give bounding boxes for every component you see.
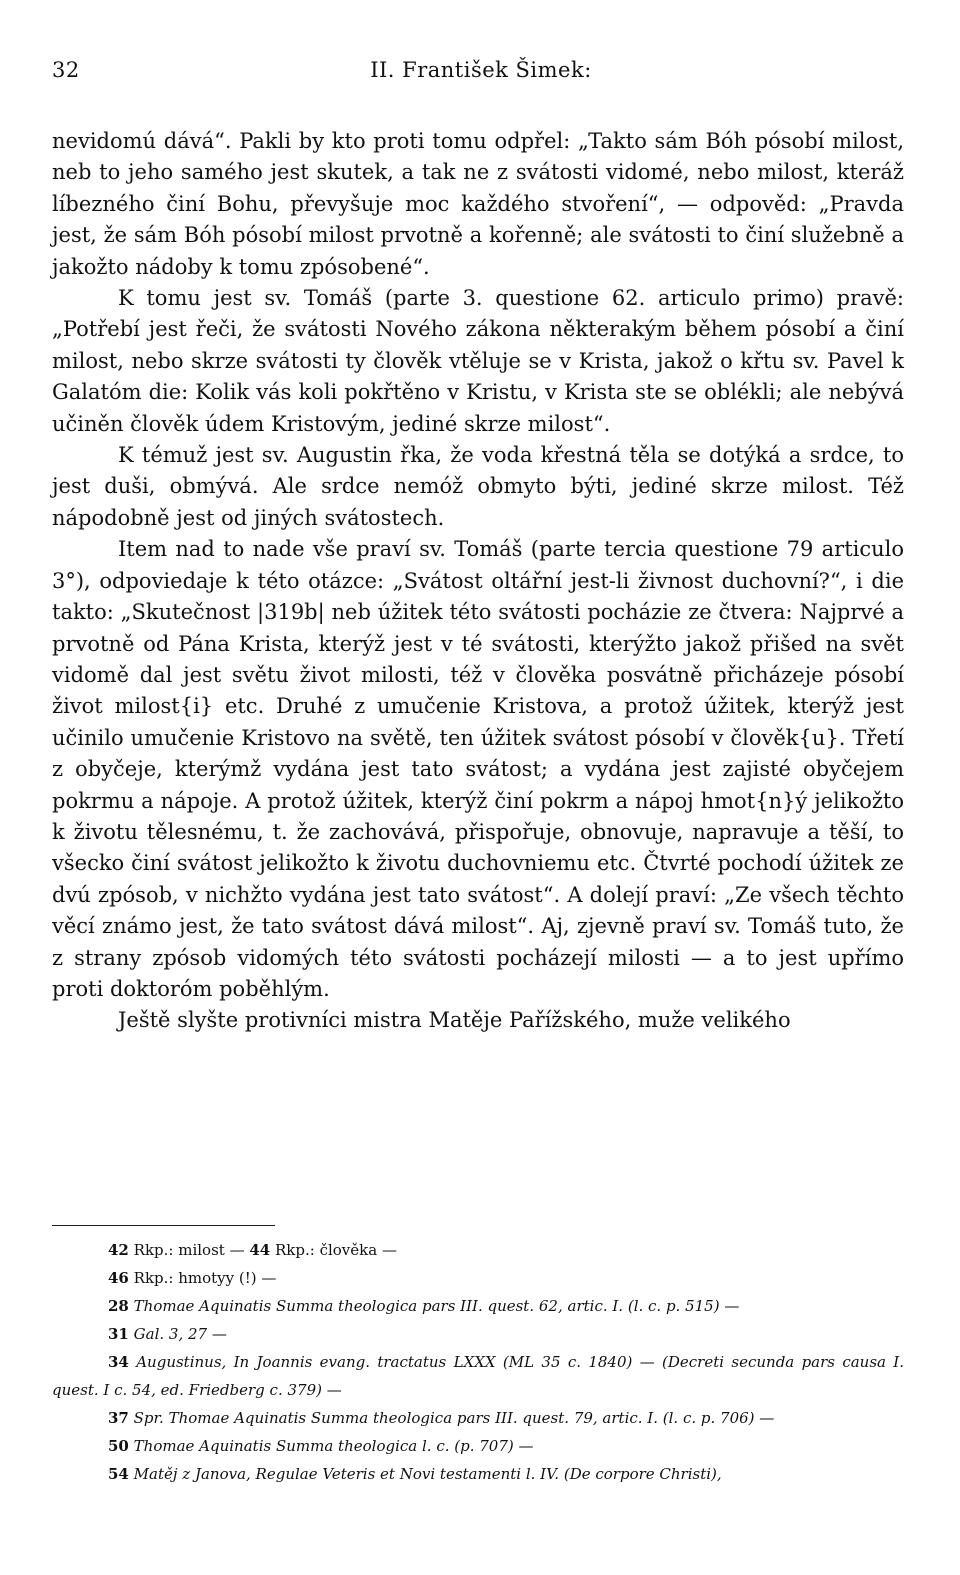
main-text <box>52 126 904 1037</box>
footnote-text: Rkp.: hmotyy (!) — <box>133 1269 277 1287</box>
footnote <box>52 1320 904 1348</box>
running-title: II. František Šimek: <box>370 58 592 82</box>
paragraph: Item nad to nade vše praví sv. Tomáš (parte tercia questione 79 articulo 3°), odpoviedaje k této otázce: „Svátost oltářní jest-li živnost duchovní?“, i die takto: „Skutečnost |319b| neb úžitek této svátosti pocházie ze čtvera: Najprvé a prvotně od Pána Krista, kterýž jest v té svátosti, kterýžto jakož přišed na svět vidomě dal jest světu život milosti, též v člověka posvátně přicházeje pósobí život milost{i} etc. Druhé z umučenie Kristova, a protož úžitek, kterýž jest učinilo umučenie Kristovo na světě, ten úžitek svátost pósobí v člověk{u}. Třetí z obyčeje, kterýmž vydána jest tato svátost; a vydána jest zajisté obyčejem pokrmu a nápoje. A protož úžitek, kterýž činí pokrm a nápoj hmot{n}ý jelikožto k životu tělesnému, t. že zachovává, přispořuje, obnovuje, napravuje a těší, to všecko činí svátost jelikožto k životu duchovniemu etc. Čtvrté pochodí úžitek ze dvú zpósob, v nichžto vydána jest tato svátost“. A dolejí praví: „Ze všech těchto věcí známo jest, že tato svátost dává milost“. Aj, zjevně praví sv. Tomáš tuto, že z strany zpósob vidomých této svátosti pocházejí milosti — a to jest upřímo proti doktoróm poběhlým. <box>52 537 904 1001</box>
footnote-text: Rkp.: člověka — <box>275 1241 397 1259</box>
footnote-text: Augustinus, In Joannis evang. tractatus LXXX (ML 35 c. 1840) — (Decreti secunda pars causa I. quest. I c. 54, ed. Friedberg c. 379) — <box>52 1353 904 1399</box>
footnote <box>52 1236 904 1264</box>
footnote <box>52 1292 904 1320</box>
footnotes <box>52 1236 904 1488</box>
footnote <box>52 1460 904 1488</box>
paragraph: Ještě slyšte protivníci mistra Matěje Pařížského, muže velikého <box>118 1008 791 1033</box>
footnote-text: Thomae Aquinatis Summa theologica pars III. quest. 62, artic. I. (l. c. p. 515) — <box>133 1297 740 1315</box>
paragraph: K tomu jest sv. Tomáš (parte 3. questione 62. articulo primo) pravě: „Potřebí jest řeči, že svátosti Nového zákona některakým během pósobí a činí milost, nebo skrze svátosti ty člověk vtěluje se v Krista, jakož o křtu sv. Pavel k Galatóm die: Kolik vás koli pokřtěno v Kristu, v Krista ste se oblékli; ale nebývá učiněn člověk údem Kristovým, jediné skrze milost“. <box>52 286 904 436</box>
footnote-text: Thomae Aquinatis Summa theologica l. c. (p. 707) — <box>133 1437 534 1455</box>
footnote-number: 42 <box>108 1241 129 1259</box>
footnote-text: Rkp.: milost — <box>133 1241 250 1259</box>
footnote-number: 54 <box>108 1465 129 1483</box>
page-number: 32 <box>52 58 80 82</box>
footnote-number: 50 <box>108 1437 129 1455</box>
paragraph: nevidomú dává“. Pakli by kto proti tomu odpřel: „Takto sám Bóh pósobí milost, neb to jeho samého jest skutek, a tak ne z svátosti vidomé, nebo milost, kteráž líbezného činí Bohu, převyšuje moc každého stvoření“, — odpověd: „Pravda jest, že sám Bóh pósobí milost prvotně a kořenně; ale svátosti to činí služebně a jakožto nádoby k tomu zpósobené“. <box>52 129 904 279</box>
footnote <box>52 1404 904 1432</box>
footnote-number: 46 <box>108 1269 129 1287</box>
footnote-number: 44 <box>249 1241 271 1259</box>
footnote <box>52 1348 904 1404</box>
footnote-number: 34 <box>108 1353 129 1371</box>
page-header <box>52 58 910 88</box>
footnote-text: Gal. 3, 27 — <box>133 1325 227 1343</box>
footnote-number: 31 <box>108 1325 129 1343</box>
footnote <box>52 1432 904 1460</box>
footnote-text: Spr. Thomae Aquinatis Summa theologica pars III. quest. 79, artic. I. (l. c. p. 706) — <box>133 1409 775 1427</box>
footnote-text: Matěj z Janova, Regulae Veteris et Novi testamenti l. IV. (De corpore Christi), <box>133 1465 722 1483</box>
footnote-number: 37 <box>108 1409 129 1427</box>
paragraph: K témuž jest sv. Augustin řka, že voda křestná těla se dotýká a srdce, to jest duši, obmývá. Ale srdce nemóž obmyto býti, jediné skrze milost. Též nápodobně jest od jiných svátostech. <box>52 443 904 530</box>
footnote-divider <box>52 1225 275 1226</box>
footnote-number: 28 <box>108 1297 129 1315</box>
footnote <box>52 1264 904 1292</box>
